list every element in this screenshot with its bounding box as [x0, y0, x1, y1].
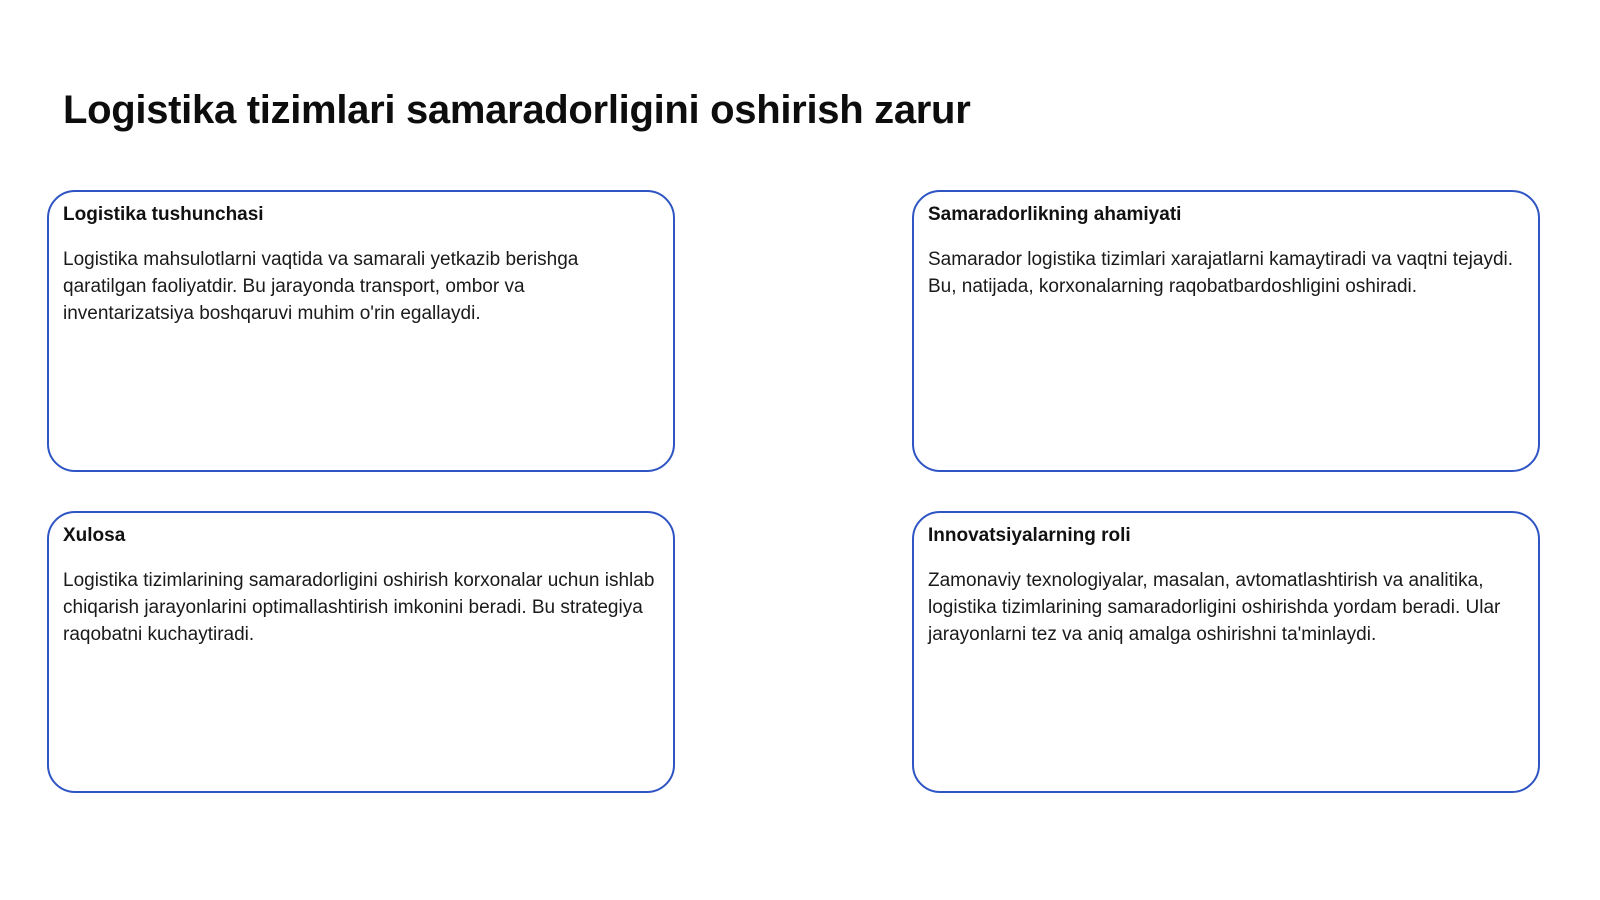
- card-samaradorlikning-ahamiyati: [912, 190, 1540, 472]
- card-heading: Xulosa: [63, 525, 126, 546]
- card-body: Samarador logistika tizimlari xarajatlarni kamaytiradi va vaqtni tejaydi. Bu, natijada, korxonalarning raqobatbardoshligini oshiradi.: [928, 249, 1514, 297]
- card-body: Logistika mahsulotlarni vaqtida va samarali yetkazib berishga qaratilgan faoliyatdir. Bu jarayonda transport, ombor va inventarizatsiya boshqaruvi muhim o'rin egallaydi.: [63, 249, 579, 324]
- slide-title: Logistika tizimlari samaradorligini oshirish zarur: [63, 88, 971, 132]
- card-heading: Logistika tushunchasi: [63, 204, 264, 225]
- card-innovatsiyalarning-roli: [912, 511, 1540, 793]
- card-heading: Innovatsiyalarning roli: [928, 525, 1131, 546]
- card-heading: Samaradorlikning ahamiyati: [928, 204, 1182, 225]
- card-body: Zamonaviy texnologiyalar, masalan, avtomatlashtirish va analitika, logistika tizimlarining samaradorligini oshirishda yordam beradi. Ular jarayonlarni tez va aniq amalga oshirishni ta'minlaydi.: [928, 570, 1501, 645]
- card-xulosa: [47, 511, 675, 793]
- card-body: Logistika tizimlarining samaradorligini oshirish korxonalar uchun ishlab chiqarish jarayonlarini optimallashtirish imkonini beradi. Bu strategiya raqobatni kuchaytiradi.: [63, 570, 655, 645]
- card-logistika-tushunchasi: [47, 190, 675, 472]
